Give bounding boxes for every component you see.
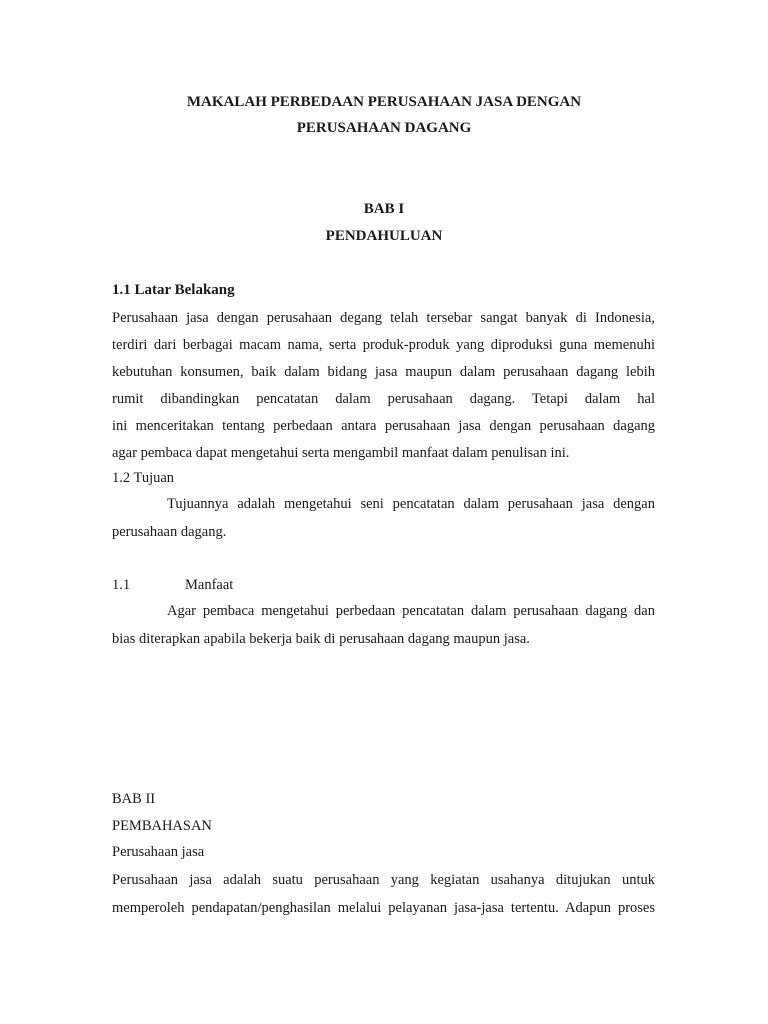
section-manfaat-number: 1.1 xyxy=(112,577,131,593)
latar-belakang-line-3: kebutuhan konsumen, baik dalam bidang jasa maupun dalam perusahaan dagang lebih xyxy=(112,364,655,380)
latar-belakang-line-5: ini menceritakan tentang perbedaan antara perusahaan jasa dengan perusahaan dagang xyxy=(112,418,655,434)
section-tujuan-heading: 1.2 Tujuan xyxy=(112,470,175,486)
bab2-label: BAB II xyxy=(112,791,156,807)
bab2-line-2: memperoleh pendapatan/penghasilan melalui pelayanan jasa-jasa tertentu. Adapun proses xyxy=(112,900,655,916)
bab1-name: PENDAHULUAN xyxy=(325,228,443,244)
manfaat-line-2: bias diterapkan apabila bekerja baik di perusahaan dagang maupun jasa. xyxy=(112,631,530,647)
latar-belakang-line-4: rumit dibandingkan pencatatan dalam perusahaan dagang. Tetapi dalam hal xyxy=(112,391,655,407)
latar-belakang-line-1: Perusahaan jasa dengan perusahaan degang telah tersebar sangat banyak di Indonesia, xyxy=(112,310,655,326)
manfaat-line-1: Agar pembaca mengetahui perbedaan pencatatan dalam perusahaan dagang dan xyxy=(167,603,655,619)
document-title-line-1: MAKALAH PERBEDAAN PERUSAHAAN JASA DENGAN xyxy=(186,94,582,110)
section-latar-belakang-heading: 1.1 Latar Belakang xyxy=(112,282,235,298)
latar-belakang-line-6: agar pembaca dapat mengetahui serta mengambil manfaat dalam penulisan ini. xyxy=(112,445,570,461)
bab2-name: PEMBAHASAN xyxy=(112,818,212,834)
tujuan-line-2: perusahaan dagang. xyxy=(112,524,227,540)
bab1-label: BAB I xyxy=(363,201,405,217)
latar-belakang-line-2: terdiri dari berbagai macam nama, serta produk-produk yang diproduksi guna memenuhi xyxy=(112,337,655,353)
bab2-subheading: Perusahaan jasa xyxy=(112,844,205,860)
tujuan-line-1: Tujuannya adalah mengetahui seni pencatatan dalam perusahaan jasa dengan xyxy=(167,496,655,512)
document-title-line-2: PERUSAHAAN DAGANG xyxy=(296,120,472,136)
bab2-line-1: Perusahaan jasa adalah suatu perusahaan yang kegiatan usahanya ditujukan untuk xyxy=(112,872,655,888)
section-manfaat-heading: Manfaat xyxy=(185,577,234,593)
